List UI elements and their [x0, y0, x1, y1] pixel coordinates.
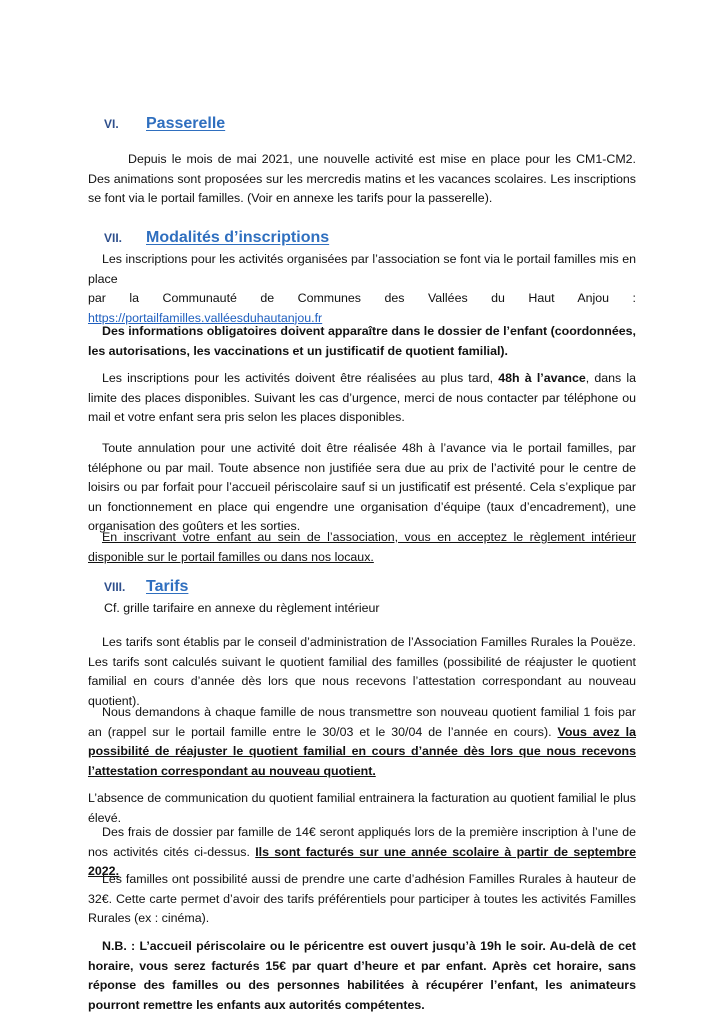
section-vii-intro — [88, 250, 636, 328]
section-viii-cf: Cf. grille tarifaire en annexe du règlement intérieur — [104, 601, 380, 615]
portail-familles-link[interactable]: https://portailfamilles.valléesduhautanjou.fr — [88, 310, 323, 325]
section-viii-nb: N.B. : L’accueil périscolaire ou le péricentre est ouvert jusqu’à 19h le soir. Au-delà de cet horaire, vous serez facturés 15€ par quart d’heure et par enfant. Après cet horaire, sans réponse des familles ou des personnes habilitées à récupérer l’enfant, les animateurs pourront remettre les enfants aux autorités compétentes. — [88, 939, 636, 1012]
section-viii-title: Tarifs — [146, 578, 189, 595]
section-vii-cancellation: Toute annulation pour une activité doit être réalisée 48h à l’avance via le portail familles, par téléphone ou par mail. Toute absence non justifiée sera due au prix de l’activité pour le centre de loisirs ou par forfait pour l’accueil périscolaire sauf si un justificatif est présenté. Cela s’explique par un fonctionnement en place qui engendre une organisation d’équipe (taux d’encadrement), une organisation des goûters et les sorties. — [88, 441, 636, 533]
section-vii-number: VII. — [104, 231, 123, 245]
section-vii-intro-line1: Les inscriptions pour les activités organisées par l’association se font via le portail familles mis en place — [88, 252, 636, 286]
section-viii-absence: L’absence de communication du quotient familial entrainera la facturation au quotient familial le plus élevé. — [88, 791, 636, 825]
section-viii-tarifs-intro: Les tarifs sont établis par le conseil d’administration de l’Association Familles Rurales la Pouëze. Les tarifs sont calculés suivant le quotient familial des familles (possibilité de réajuster le quotient familial en cours d’année dès lors que nous recevons l’attestation correspondant au nouveau quotient). — [88, 635, 636, 708]
deadline-text-after: , dans la limite des places disponibles. Suivant les cas d’urgence, merci de nous contacter par téléphone ou mail et votre enfant sera pris selon les places disponibles. — [88, 371, 636, 424]
section-vi-heading — [104, 115, 225, 133]
deadline-bold: 48h à l’avance — [498, 371, 586, 385]
section-viii-number: VIII. — [104, 580, 126, 594]
frais-text: Des frais de dossier par famille de 14€ seront appliqués lors de la première inscription à l’une de nos activités cités ci-dessus. — [88, 825, 636, 859]
section-viii-adhesion: Les familles ont possibilité aussi de prendre une carte d’adhésion Familles Rurales à hauteur de 32€. Cette carte permet d’avoir des tarifs préférentiels pour participer à toutes les activités Familles Rurales (ex : cinéma). — [88, 872, 636, 925]
section-vi-body: Depuis le mois de mai 2021, une nouvelle activité est mise en place pour les CM1-CM2. Des animations sont proposées sur les mercredis matins et les vacances scolaires. Les inscriptions se font via le portail familles. (Voir en annexe les tarifs pour la passerelle). — [88, 152, 636, 205]
section-viii-heading — [104, 578, 188, 596]
section-vi-title: Passerelle — [146, 115, 226, 132]
section-vii-intro-line2: par la Communauté de Communes des Vallées du Haut Anjou : — [88, 291, 636, 305]
section-vii-heading — [104, 229, 329, 247]
section-vii-title: Modalités d’inscriptions — [146, 229, 330, 246]
quotient-text: Nous demandons à chaque famille de nous transmettre son nouveau quotient familial 1 fois par an (rappel sur le portail famille entre le 30/03 et le 30/04 de l’année en cours). — [88, 705, 636, 739]
section-vii-mandatory: Des informations obligatoires doivent apparaître dans le dossier de l’enfant (coordonnées, les autorisations, les vaccinations et un justificatif de quotient familial). — [88, 324, 636, 358]
section-vii-deadline — [88, 369, 636, 428]
section-viii-quotient — [88, 703, 636, 781]
frais-bold: Ils sont facturés sur une année scolaire à partir de septembre 2022. — [88, 844, 637, 878]
section-vii-rules: En inscrivant votre enfant au sein de l’association, vous en acceptez le règlement intérieur disponible sur le portail familles ou dans nos locaux. — [88, 530, 636, 564]
deadline-text-before: Les inscriptions pour les activités doivent être réalisées au plus tard, — [102, 371, 499, 385]
section-vi-number: VI. — [104, 117, 119, 131]
quotient-bold: Vous avez la possibilité de réajuster le quotient familial en cours d’année dès lors que nous recevons l’attestation correspondant au nouveau quotient. — [88, 724, 636, 778]
